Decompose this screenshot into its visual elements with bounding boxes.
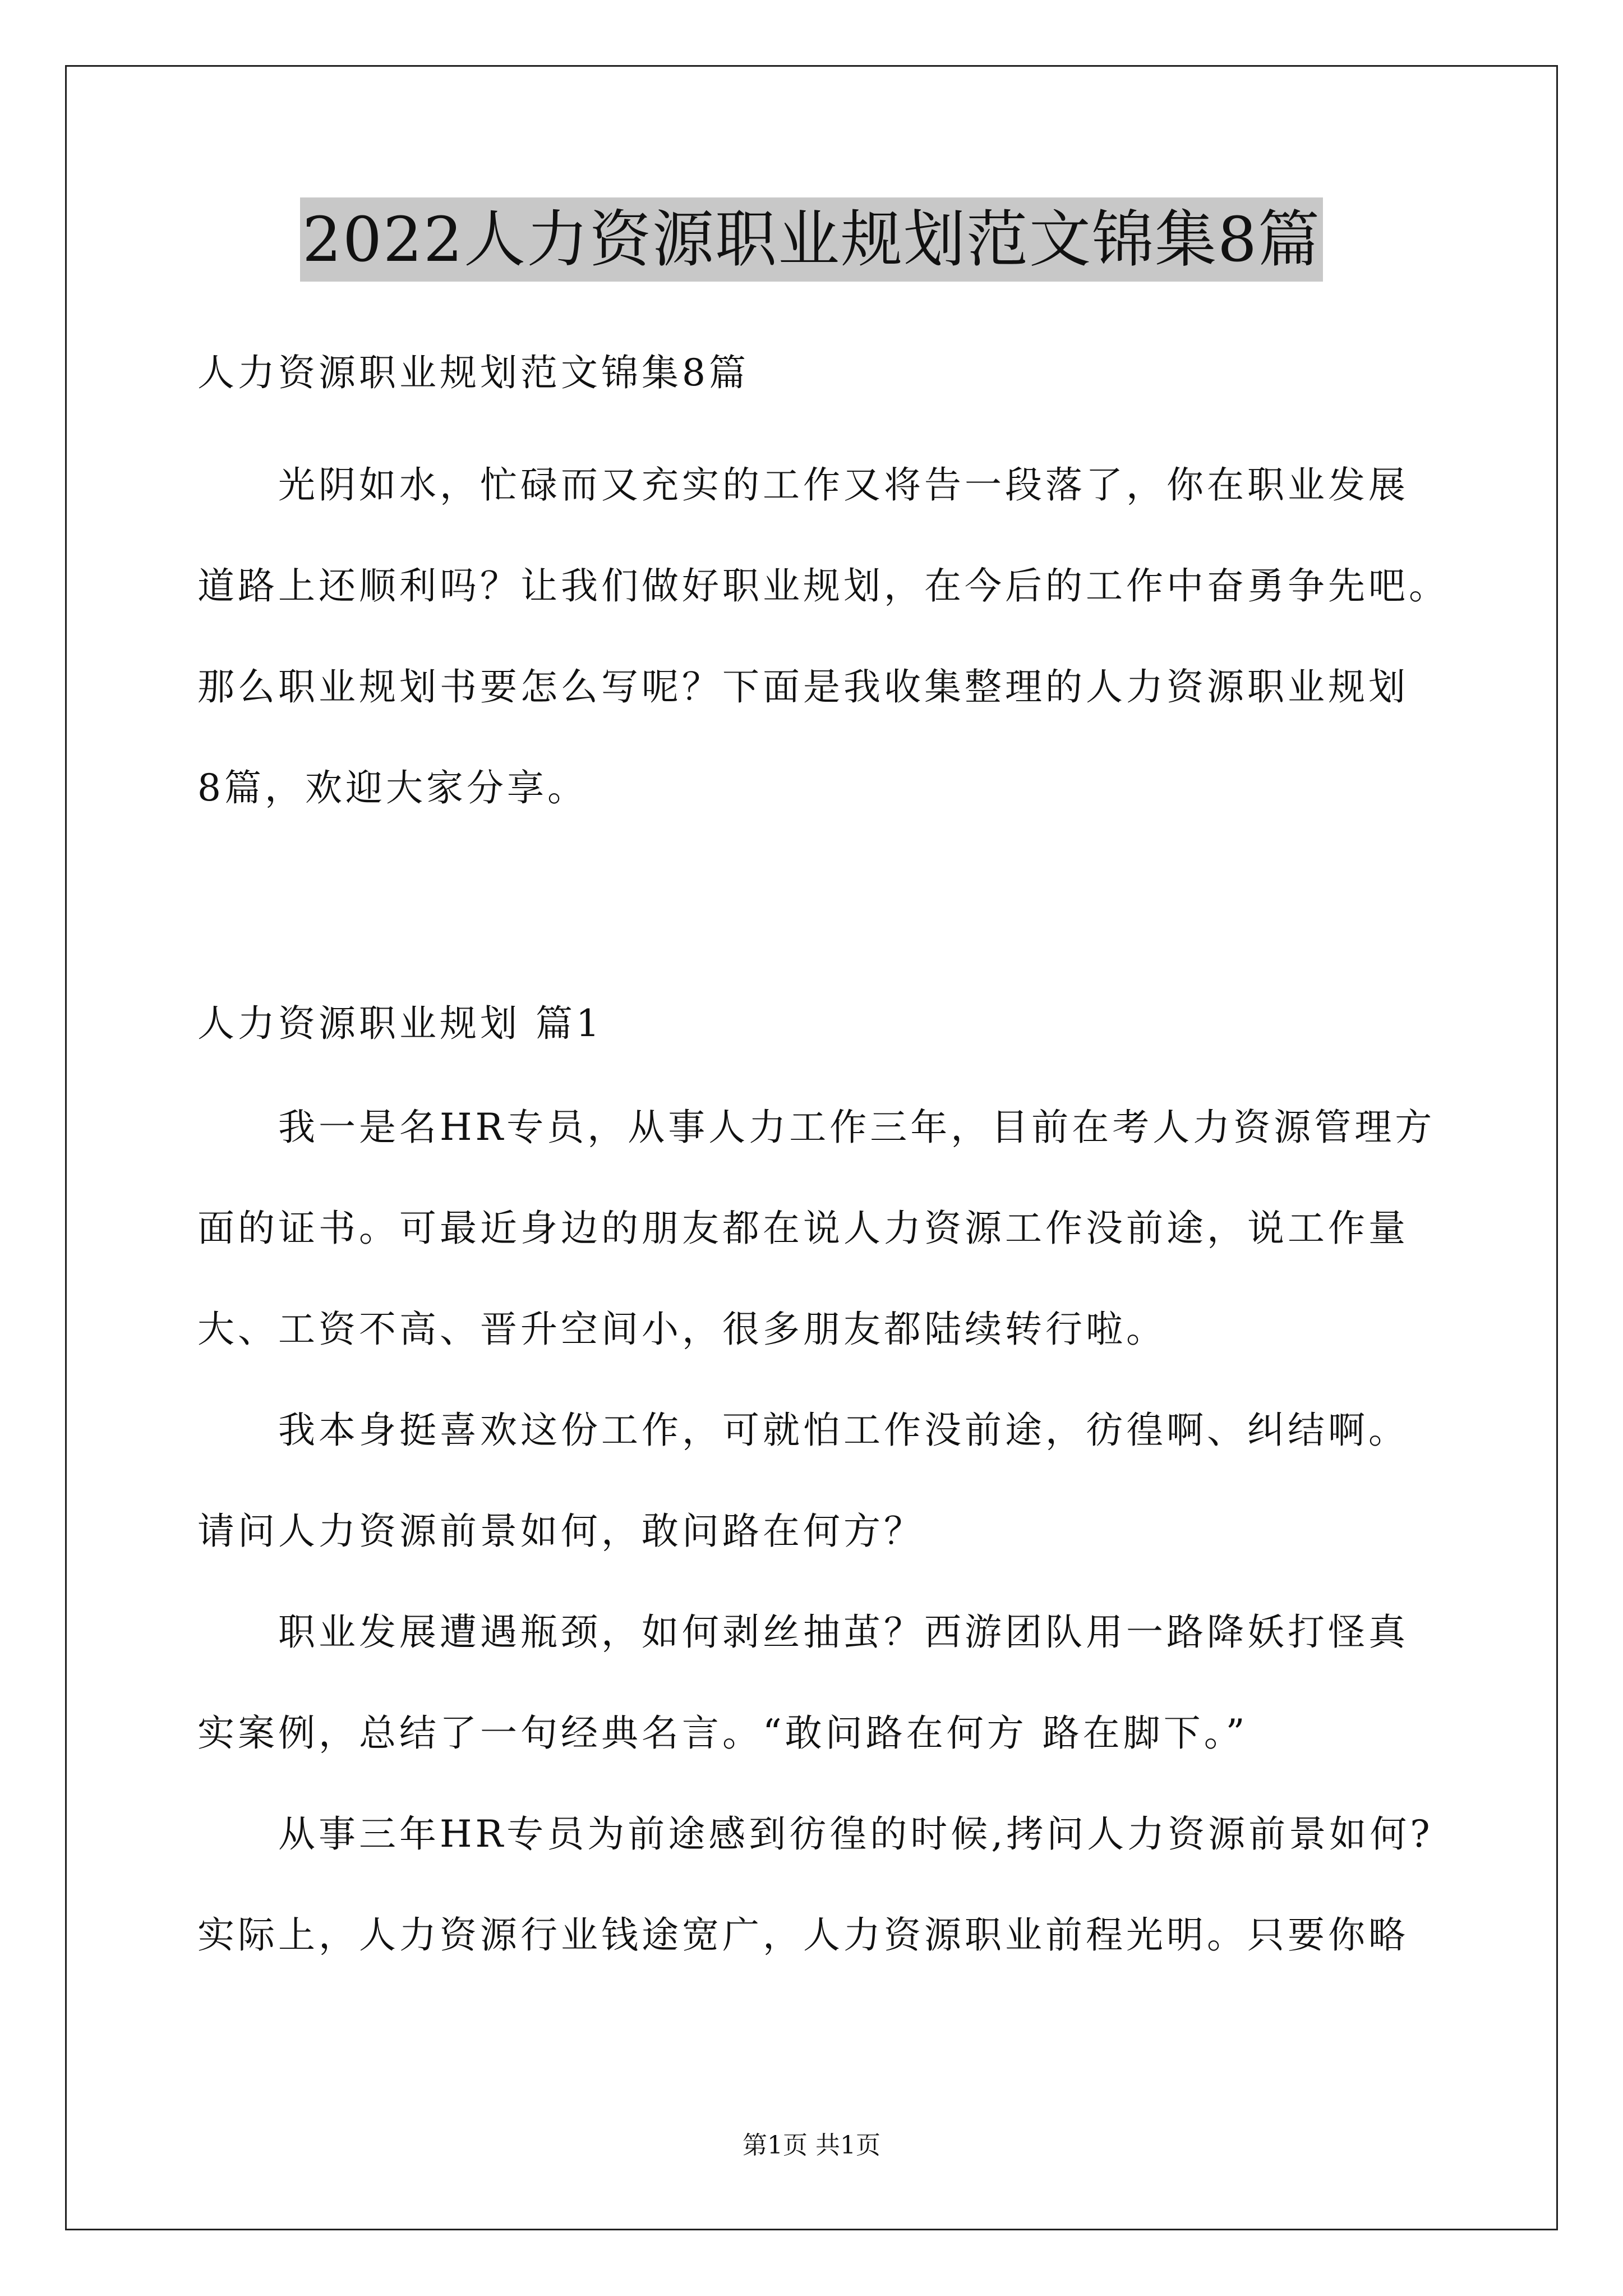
body-line: 大、工资不高、晋升空间小，很多朋友都陆续转行啦。 xyxy=(197,1308,1166,1351)
intro-line: 光阴如水，忙碌而又充实的工作又将告一段落了，你在职业发展 xyxy=(278,463,1409,507)
title-container xyxy=(0,197,1623,282)
intro-line: 那么职业规划书要怎么写呢？下面是我收集整理的人力资源职业规划 xyxy=(197,665,1409,708)
body-line: 从事三年HR专员为前途感到彷徨的时候,拷问人力资源前景如何? xyxy=(278,1812,1433,1856)
body-line: 职业发展遭遇瓶颈，如何剥丝抽茧？西游团队用一路降妖打怪真 xyxy=(278,1611,1409,1654)
body-line: 面的证书。可最近身边的朋友都在说人力资源工作没前途，说工作量 xyxy=(197,1207,1409,1250)
section-heading: 人力资源职业规划 篇1 xyxy=(197,1002,603,1045)
page-footer: 第1页 共1页 xyxy=(743,2131,880,2160)
intro-line: 道路上还顺利吗？让我们做好职业规划，在今后的工作中奋勇争先吧。 xyxy=(197,564,1449,608)
body-line: 请问人力资源前景如何，敢问路在何方？ xyxy=(197,1510,924,1553)
document-title: 2022人力资源职业规划范文锦集8篇 xyxy=(300,197,1323,282)
document-subtitle: 人力资源职业规划范文锦集8篇 xyxy=(197,351,749,394)
body-line: 我本身挺喜欢这份工作，可就怕工作没前途，彷徨啊、纠结啊。 xyxy=(278,1409,1409,1452)
body-line: 我一是名HR专员，从事人力工作三年，目前在考人力资源管理方 xyxy=(278,1106,1436,1149)
intro-line: 8篇，欢迎大家分享。 xyxy=(197,766,588,809)
body-line: 实际上，人力资源行业钱途宽广，人力资源职业前程光明。只要你略 xyxy=(197,1913,1409,1957)
body-line: 实案例，总结了一句经典名言。“敢问路在何方 路在脚下。” xyxy=(197,1711,1248,1755)
